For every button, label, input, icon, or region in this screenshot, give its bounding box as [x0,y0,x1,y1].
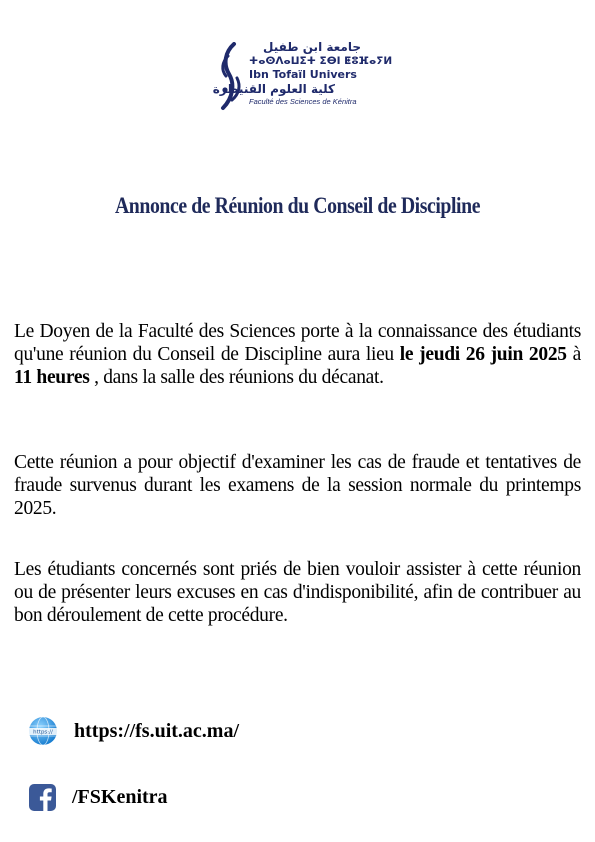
faculty-logo [212,38,393,120]
facebook-link[interactable]: /FSKenitra [72,786,168,808]
globe-icon-label: https:// [33,729,53,736]
paragraph-location: , dans la salle des réunions du décanat. [89,367,384,388]
facebook-row [28,784,168,811]
announcement-title: Annonce de Réunion du Conseil de Discipline [114,193,481,218]
paragraph-connector: à [566,344,581,365]
logo-tifinagh: ⵜⴰⵙⴷⴰⵡⵉⵜ ⵉⴱⵏ ⵟⵓⴼⴰⵢⵍ [249,55,393,67]
logo-university-name: Ibn Tofaïl Univers [249,67,357,81]
meeting-time: 11 heures [14,367,90,388]
meeting-date: le jeudi 26 juin 2025 [399,344,567,365]
logo-emblem-icon [217,42,243,112]
facebook-icon [29,784,56,811]
logo-arabic-university: جامعة ابن طفيل [263,40,361,54]
logo-arabic-faculty: كلية العلوم القنيطرة [212,81,335,96]
paragraph-meeting-announcement [14,320,581,389]
paragraph-objective: Cette réunion a pour objectif d'examiner les cas de fraude et tentatives de fraude survenus durant les examens de la session normale du printemps 2025. [14,452,581,519]
logo-faculty-name: Faculté des Sciences de Kénitra [249,96,357,106]
globe-icon [28,716,58,746]
website-link[interactable]: https://fs.uit.ac.ma/ [74,719,239,742]
paragraph-instructions: Les étudiants concernés sont priés de bien vouloir assister à cette réunion ou de présenter leurs excuses en cas d'indisponibilité, afin de contribuer au bon déroulement de cette procédure. [14,559,581,626]
paragraph-intro: Le Doyen de la Faculté des Sciences porte à la connaissance des étudiants qu'une réunion du Conseil de Discipline aura lieu [14,321,581,365]
website-row [28,716,239,746]
